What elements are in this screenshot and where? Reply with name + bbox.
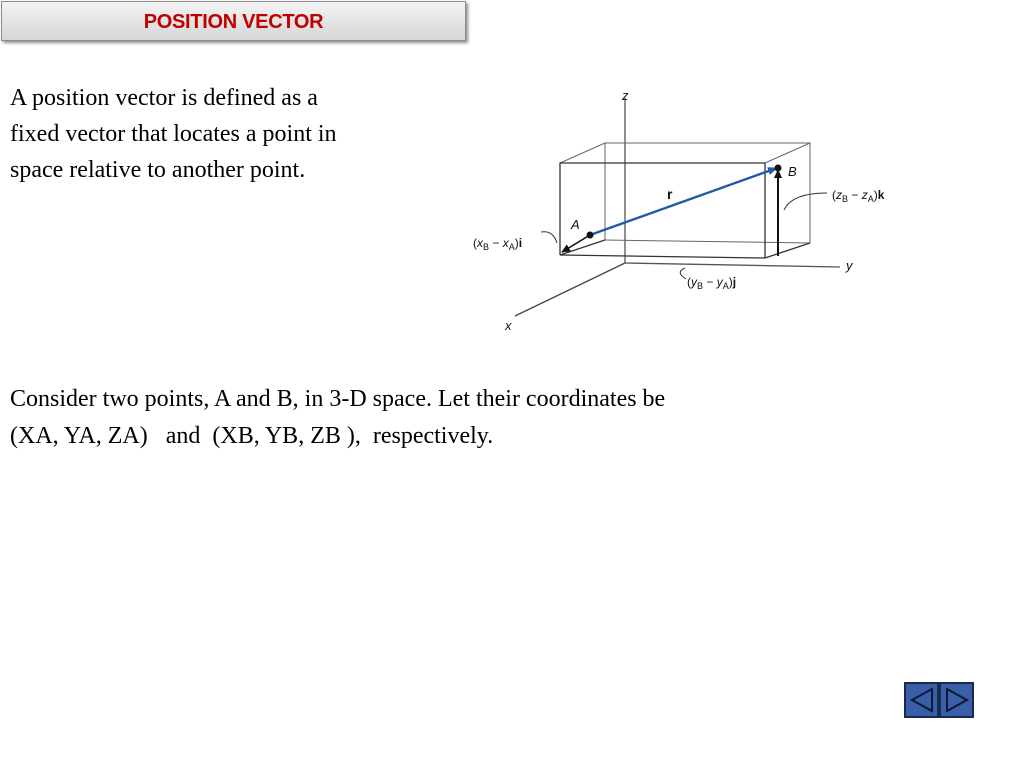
z-component-label: $(z_B - z_A)k$: [832, 188, 885, 204]
intro-line: A position vector is defined as a: [10, 85, 318, 111]
triangle-left-icon: [909, 687, 935, 713]
point-b-marker: [775, 165, 782, 172]
intro-paragraph: [10, 80, 440, 188]
position-vector-diagram: [465, 80, 925, 345]
box-front-edges: [560, 163, 810, 258]
previous-slide-button[interactable]: [904, 682, 939, 718]
x-axis-label: x: [505, 318, 512, 333]
box-back-edges: [560, 143, 810, 243]
body-paragraph: [10, 381, 910, 455]
x-component-label: $(x_B - x_A)i$: [473, 236, 523, 252]
y-axis: [625, 263, 840, 267]
body-line: Consider two points, A and B, in 3-D space. Let their coordinates be: [10, 386, 666, 412]
point-a-marker: [587, 232, 594, 239]
x-axis: [515, 263, 625, 316]
position-vector-r: [590, 168, 777, 235]
title-bar: [1, 1, 466, 41]
y-axis-label: y: [846, 258, 853, 273]
y-label-leader: [680, 268, 686, 279]
slide-title: POSITION VECTOR: [143, 11, 324, 33]
z-label-leader: [784, 193, 827, 210]
body-line: (XA, YA, ZA) and (XB, YB, ZB ), respectively.: [10, 423, 494, 449]
vector-r-label: r: [667, 186, 673, 202]
z-axis-label: z: [622, 88, 629, 103]
next-slide-button[interactable]: [939, 682, 974, 718]
intro-line: space relative to another point.: [10, 157, 306, 183]
x-label-leader: [541, 232, 557, 243]
y-component-label: $(y_B - y_A)j$: [687, 275, 737, 291]
slide-navigation: [904, 682, 974, 718]
intro-line: fixed vector that locates a point in: [10, 121, 337, 147]
triangle-right-icon: [944, 687, 970, 713]
point-b-label: B: [788, 164, 797, 179]
point-a-label: A: [571, 217, 580, 232]
